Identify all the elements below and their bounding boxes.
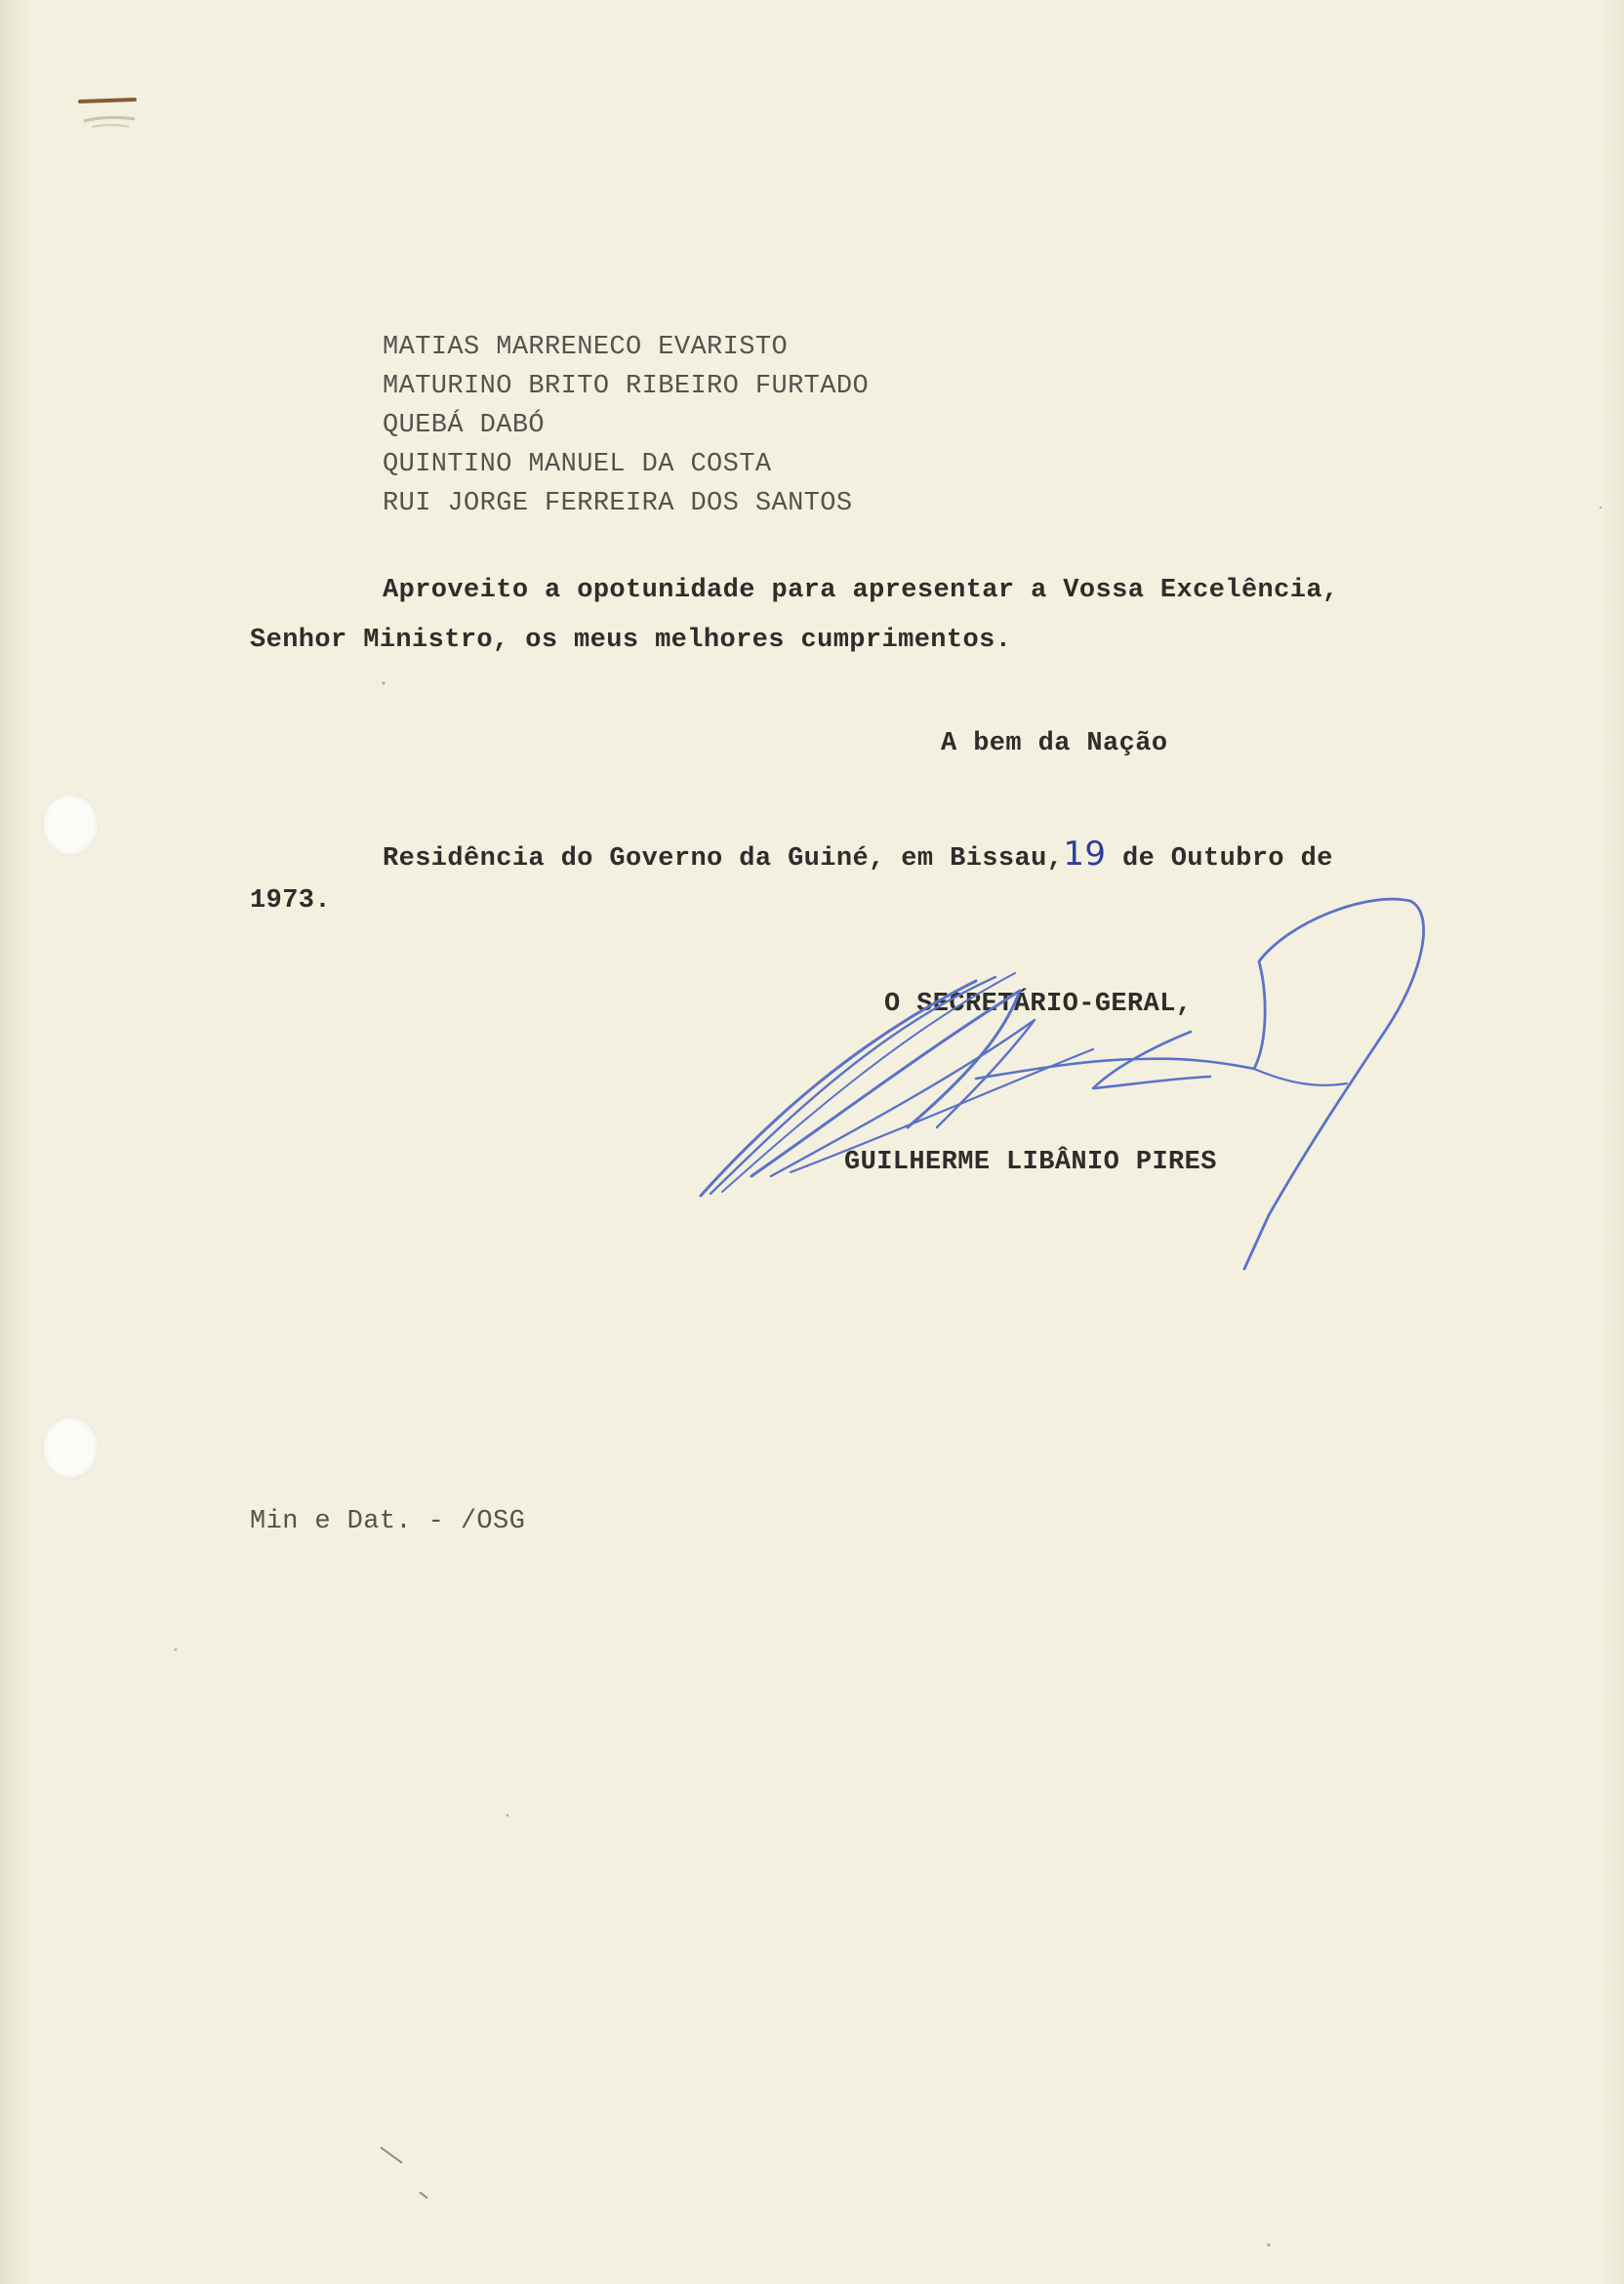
staple-mark-icon [78, 94, 141, 133]
signatory-title: O SECRETÁRIO-GERAL, [884, 990, 1193, 1019]
recipient-name: RUI JORGE FERREIRA DOS SANTOS [383, 489, 853, 518]
dateline-month: de Outubro de [1106, 844, 1333, 874]
recipient-list [383, 328, 869, 523]
handwritten-signature [683, 883, 1444, 1274]
closing-paragraph-line-2: Senhor Ministro, os meus melhores cumprimentos. [250, 626, 1012, 655]
recipient-name: QUINTINO MANUEL DA COSTA [383, 450, 772, 479]
closing-paragraph-line-1: Aproveito a opotunidade para apresentar a Vossa Excelência, [383, 576, 1339, 605]
footer-reference: Min e Dat. - /OSG [250, 1507, 526, 1536]
page-right-edge [1601, 0, 1624, 2284]
recipient-name: MATURINO BRITO RIBEIRO FURTADO [383, 372, 870, 401]
dateline-year: 1973. [250, 886, 332, 916]
punch-hole [43, 1417, 98, 1478]
recipient-name: QUEBÁ DABÓ [383, 411, 546, 440]
signatory-name: GUILHERME LIBÂNIO PIRES [844, 1148, 1217, 1177]
dateline-line-1 [383, 837, 1333, 873]
handwritten-day: 19 [1063, 835, 1107, 874]
dateline-place: Residência do Governo da Guiné, em Bissau, [383, 844, 1064, 874]
recipient-name: MATIAS MARRENECO EVARISTO [383, 333, 789, 362]
punch-hole [43, 795, 98, 855]
page-left-edge [0, 0, 35, 2284]
salutation: A bem da Nação [941, 729, 1168, 758]
